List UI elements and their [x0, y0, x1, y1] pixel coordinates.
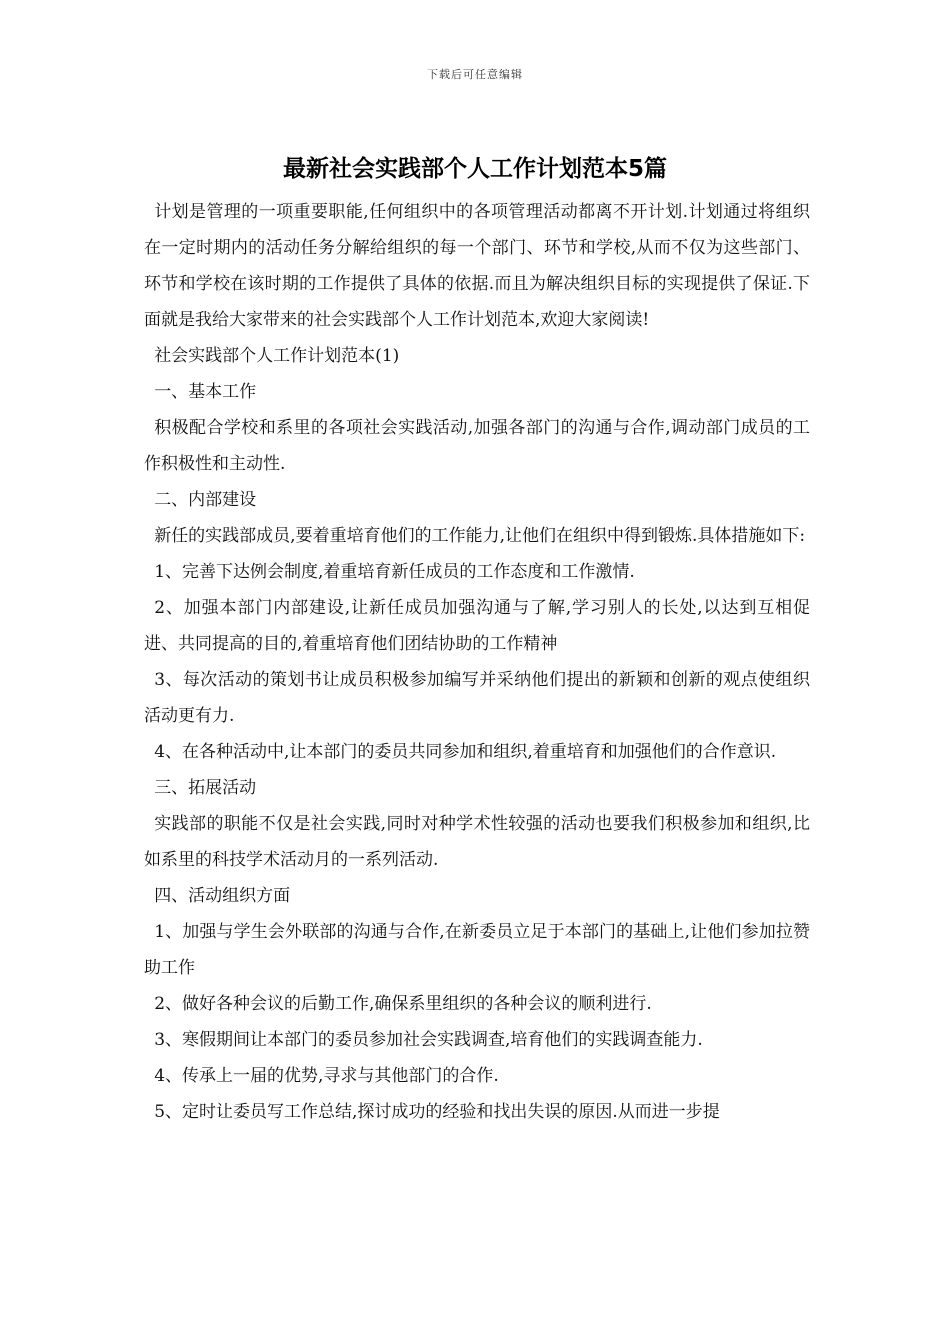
list-item: 2、做好各种会议的后勤工作,确保系里组织的各种会议的顺利进行.: [154, 994, 652, 1014]
list-item: 3、寒假期间让本部门的委员参加社会实践调查,培育他们的实践调查能力.: [154, 1030, 703, 1050]
document-title: 最新社会实践部个人工作计划范本5篇: [282, 156, 667, 182]
list-item: 4、在各种活动中,让本部门的委员共同参加和组织,着重培育和加强他们的合作意识.: [154, 742, 777, 762]
document-body: [144, 194, 810, 1130]
paragraph-heading-organization: 四、活动组织方面: [154, 886, 291, 906]
paragraph-heading-basic-work: 一、基本工作: [154, 382, 257, 402]
list-item: 1、加强与学生会外联部的沟通与合作,在新委员立足于本部门的基础上,让他们参加拉赞助工作: [144, 922, 810, 978]
paragraph-heading-expand: 三、拓展活动: [154, 778, 257, 798]
paragraph-heading-internal: 二、内部建设: [154, 490, 257, 510]
paragraph-section-heading: 社会实践部个人工作计划范本(1): [154, 346, 400, 366]
list-item: 5、定时让委员写工作总结,探讨成功的经验和找出失误的原因.从而进一步提: [154, 1102, 720, 1122]
paragraph-intro: 计划是管理的一项重要职能,任何组织中的各项管理活动都离不开计划.计划通过将组织在一定时期内的活动任务分解给组织的每一个部门、环节和学校,从而不仅为这些部门、环节和学校在该时期的工作提供了具体的依据.而且为解决组织目标的实现提供了保证.下面就是我给大家带来的社会实践部个人工作计划范本,欢迎大家阅读!: [144, 202, 810, 330]
header-note: 下载后可任意编辑: [427, 68, 523, 81]
paragraph: 积极配合学校和系里的各项社会实践活动,加强各部门的沟通与合作,调动部门成员的工作积极性和主动性.: [144, 418, 810, 474]
list-item: 1、完善下达例会制度,着重培育新任成员的工作态度和工作激情.: [154, 562, 635, 582]
paragraph: 实践部的职能不仅是社会实践,同时对种学术性较强的活动也要我们积极参加和组织,比如系里的科技学术活动月的一系列活动.: [144, 814, 810, 870]
list-item: 4、传承上一届的优势,寻求与其他部门的合作.: [154, 1066, 499, 1086]
list-item: 3、每次活动的策划书让成员积极参加编写并采纳他们提出的新颖和创新的观点使组织活动更有力.: [144, 670, 810, 726]
paragraph: 新任的实践部成员,要着重培育他们的工作能力,让他们在组织中得到锻炼.具体措施如下:: [154, 526, 806, 546]
list-item: 2、加强本部门内部建设,让新任成员加强沟通与了解,学习别人的长处,以达到互相促进、共同提高的目的,着重培育他们团结协助的工作精神: [144, 598, 810, 654]
